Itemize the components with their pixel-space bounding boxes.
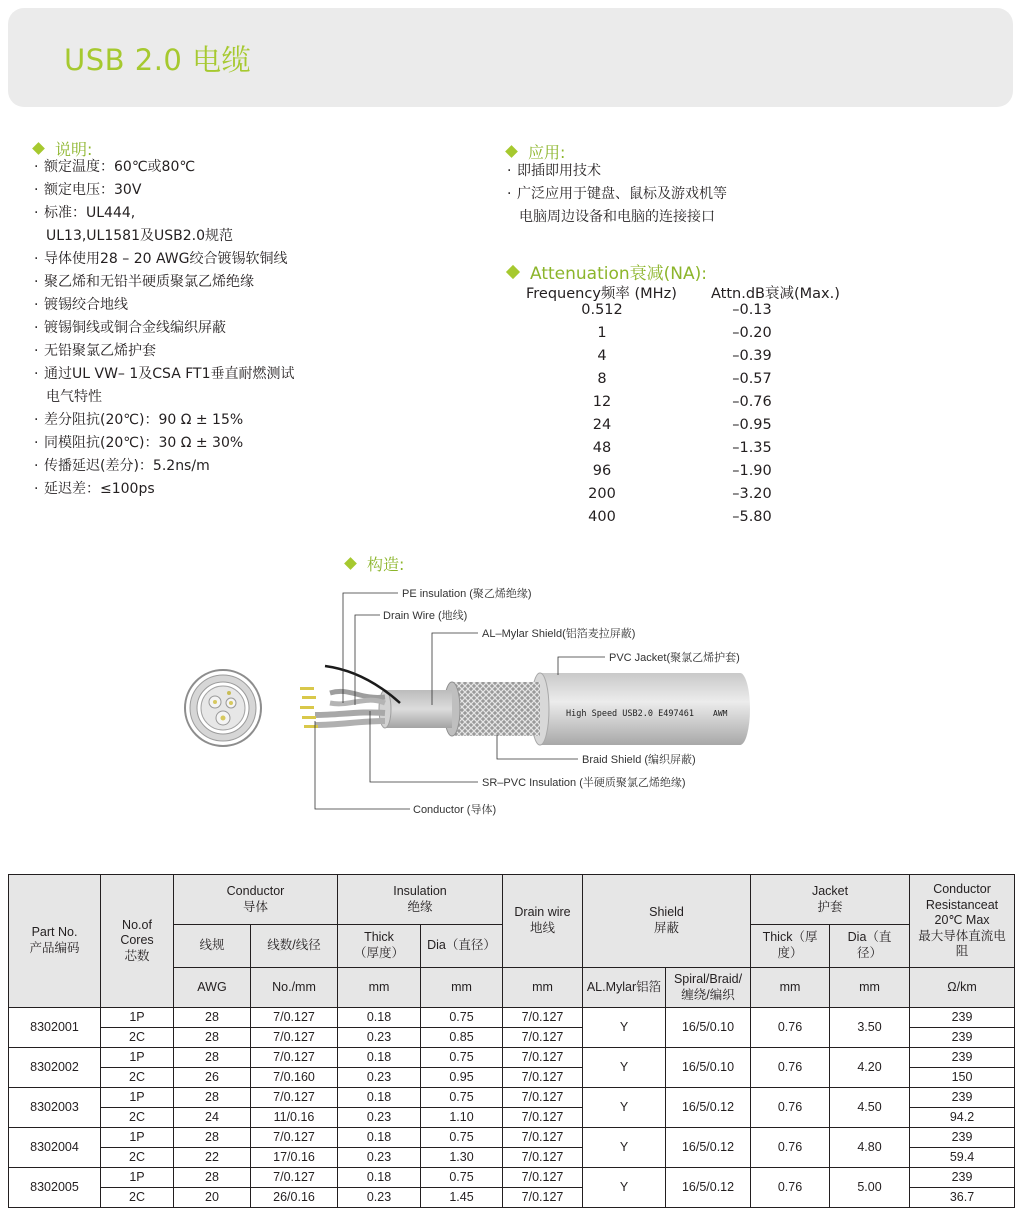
cell-jacket-thick: 0.76 — [751, 1168, 830, 1208]
description-text: 电气特性 — [46, 389, 102, 405]
description-list — [34, 156, 434, 501]
cell-cores: 1P — [101, 1128, 174, 1148]
attenuation-frequency: 4 — [597, 348, 607, 364]
jacket-print-mark: AWM — [713, 709, 728, 718]
attenuation-value: –0.20 — [732, 325, 772, 341]
attenuation-value: –0.76 — [732, 394, 772, 410]
cell-ins-dia: 0.75 — [421, 1048, 503, 1068]
cell-jacket-thick: 0.76 — [751, 1048, 830, 1088]
cell-cores: 2C — [101, 1068, 174, 1088]
cell-strand: 7/0.160 — [251, 1068, 338, 1088]
cell-drain: 7/0.127 — [503, 1068, 583, 1088]
cell-cores: 2C — [101, 1108, 174, 1128]
th-resistance: Conductor Resistanceat 20℃ Max 最大导体直流电 阻 — [910, 875, 1015, 968]
th-conductor: Conductor 导体 — [174, 875, 338, 925]
th-unit-mm: mm — [751, 968, 830, 1008]
th-jacket: Jacket 护套 — [751, 875, 910, 925]
th-cores: No.of Cores 芯数 — [101, 875, 174, 1008]
cell-ins-thick: 0.23 — [338, 1188, 421, 1208]
th-strand: 线数/线径 — [251, 925, 338, 968]
bullet-dot-icon: · — [34, 274, 39, 290]
th-unit-spiral: Spiral/Braid/ 缠绕/编织 — [666, 968, 751, 1008]
attenuation-value: –1.90 — [732, 463, 772, 479]
cell-strand: 7/0.127 — [251, 1128, 338, 1148]
attenuation-heading — [508, 259, 707, 284]
cell-awg: 28 — [174, 1008, 251, 1028]
th-gauge: 线规 — [174, 925, 251, 968]
description-text: 镀锡绞合地线 — [44, 297, 128, 313]
attenuation-value: –5.80 — [732, 509, 772, 525]
cell-jacket-thick: 0.76 — [751, 1008, 830, 1048]
attenuation-value: –3.20 — [732, 486, 772, 502]
cell-spiral-braid: 16/5/0.12 — [666, 1088, 751, 1128]
cell-cores: 2C — [101, 1028, 174, 1048]
cell-awg: 22 — [174, 1148, 251, 1168]
description-text: 传播延迟(差分)：5.2ns/m — [44, 458, 210, 474]
description-item — [34, 478, 434, 501]
cell-drain: 7/0.127 — [503, 1168, 583, 1188]
cell-drain: 7/0.127 — [503, 1188, 583, 1208]
description-text: 延迟差：≤100ps — [44, 481, 155, 497]
description-text: 差分阻抗(20℃)：90 Ω ± 15% — [44, 412, 244, 428]
label-sr-pvc: SR–PVC Insulation (半硬质聚氯乙烯绝缘) — [482, 777, 686, 789]
attenuation-frequency: 1 — [597, 325, 607, 341]
description-text: 通过UL VW– 1及CSA FT1垂直耐燃测试 — [44, 366, 295, 382]
table-row — [9, 1088, 1015, 1108]
cell-resistance: 239 — [910, 1048, 1015, 1068]
bullet-dot-icon: · — [34, 366, 39, 382]
description-item — [34, 432, 434, 455]
application-text: 即插即用技术 — [517, 163, 601, 179]
attenuation-frequency: 96 — [592, 463, 612, 479]
diamond-bullet-icon — [344, 557, 357, 570]
th-shield: Shield 屏蔽 — [583, 875, 751, 968]
attenuation-frequency: 8 — [597, 371, 607, 387]
cell-spiral-braid: 16/5/0.10 — [666, 1008, 751, 1048]
th-dia: Dia（直径） — [421, 925, 503, 968]
cell-ins-dia: 1.10 — [421, 1108, 503, 1128]
cell-awg: 28 — [174, 1168, 251, 1188]
cell-ins-thick: 0.23 — [338, 1068, 421, 1088]
bullet-dot-icon: · — [34, 205, 39, 221]
cell-jacket-dia: 5.00 — [830, 1168, 910, 1208]
cell-ins-dia: 0.75 — [421, 1008, 503, 1028]
description-item — [34, 202, 434, 248]
attenuation-col-frequency: Frequency频率 (MHz) — [526, 286, 677, 302]
bullet-dot-icon: · — [34, 251, 39, 267]
application-heading-text: 应用: — [528, 143, 566, 162]
table-row — [9, 1048, 1015, 1068]
description-text: 额定电压：30V — [44, 182, 142, 198]
description-text: 同模阻抗(20℃)：30 Ω ± 30% — [44, 435, 244, 451]
cell-strand: 7/0.127 — [251, 1088, 338, 1108]
cell-cores: 1P — [101, 1088, 174, 1108]
cell-jacket-thick: 0.76 — [751, 1088, 830, 1128]
label-drain-wire: Drain Wire (地线) — [383, 610, 468, 622]
cell-cores: 1P — [101, 1048, 174, 1068]
cell-awg: 28 — [174, 1028, 251, 1048]
cell-spiral-braid: 16/5/0.10 — [666, 1048, 751, 1088]
bullet-dot-icon: · — [507, 186, 512, 202]
cell-jacket-dia: 4.50 — [830, 1088, 910, 1128]
description-item — [34, 294, 434, 317]
cell-drain: 7/0.127 — [503, 1088, 583, 1108]
description-item — [34, 248, 434, 271]
description-item — [34, 340, 434, 363]
cell-resistance: 59.4 — [910, 1148, 1015, 1168]
description-text: 标准：UL444, — [44, 205, 136, 221]
page-title: USB 2.0 电缆 — [64, 43, 252, 77]
cell-jacket-dia: 3.50 — [830, 1008, 910, 1048]
cell-resistance: 239 — [910, 1128, 1015, 1148]
cell-resistance: 36.7 — [910, 1188, 1015, 1208]
cell-ins-thick: 0.18 — [338, 1168, 421, 1188]
application-text: 电脑周边设备和电脑的连接接口 — [519, 209, 715, 225]
th-thick: Thick （厚度） — [338, 925, 421, 968]
cell-awg: 28 — [174, 1128, 251, 1148]
cell-cores: 2C — [101, 1188, 174, 1208]
cell-strand: 26/0.16 — [251, 1188, 338, 1208]
th-drain-wire: Drain wire 地线 — [503, 875, 583, 968]
attenuation-frequency: 200 — [588, 486, 616, 502]
cell-spiral-braid: 16/5/0.12 — [666, 1128, 751, 1168]
cell-resistance: 150 — [910, 1068, 1015, 1088]
bullet-dot-icon: · — [34, 159, 39, 175]
description-text: 无铅聚氯乙烯护套 — [44, 343, 156, 359]
attenuation-frequency: 12 — [592, 394, 612, 410]
cell-strand: 11/0.16 — [251, 1108, 338, 1128]
description-item — [34, 271, 434, 294]
th-part-no: Part No. 产品编码 — [9, 875, 101, 1008]
cell-part-no: 8302001 — [9, 1008, 101, 1048]
construction-heading — [346, 552, 404, 575]
construction-heading-text: 构造: — [367, 555, 405, 574]
cell-resistance: 239 — [910, 1028, 1015, 1048]
cell-drain: 7/0.127 — [503, 1048, 583, 1068]
cell-ins-dia: 1.45 — [421, 1188, 503, 1208]
cell-part-no: 8302003 — [9, 1088, 101, 1128]
application-item — [507, 183, 727, 229]
attenuation-frequency: 48 — [592, 440, 612, 456]
bullet-dot-icon: · — [34, 435, 39, 451]
cell-jacket-dia: 4.80 — [830, 1128, 910, 1168]
cell-resistance: 94.2 — [910, 1108, 1015, 1128]
th-unit-mm: mm — [421, 968, 503, 1008]
cable-construction-diagram — [180, 575, 780, 825]
description-text: 聚乙烯和无铅半硬质聚氯乙烯绝缘 — [44, 274, 254, 290]
attenuation-value: –1.35 — [732, 440, 772, 456]
spec-table-body — [9, 1008, 1015, 1208]
cross-section-icon — [185, 670, 261, 746]
cell-ins-thick: 0.18 — [338, 1008, 421, 1028]
description-item — [34, 409, 434, 432]
label-braid-shield: Braid Shield (编织屏蔽) — [582, 754, 696, 766]
cell-ins-thick: 0.23 — [338, 1148, 421, 1168]
th-unit-mm: mm — [503, 968, 583, 1008]
cell-jacket-thick: 0.76 — [751, 1128, 830, 1168]
description-item — [34, 363, 434, 409]
cell-mylar: Y — [583, 1088, 666, 1128]
cell-ins-dia: 0.75 — [421, 1088, 503, 1108]
cell-part-no: 8302002 — [9, 1048, 101, 1088]
bullet-dot-icon: · — [34, 412, 39, 428]
cell-drain: 7/0.127 — [503, 1108, 583, 1128]
label-pe-insulation: PE insulation (聚乙烯绝缘) — [402, 588, 532, 600]
description-item — [34, 317, 434, 340]
description-item — [34, 156, 434, 179]
cell-mylar: Y — [583, 1168, 666, 1208]
cell-awg: 20 — [174, 1188, 251, 1208]
bullet-dot-icon: · — [34, 182, 39, 198]
diamond-bullet-icon — [32, 142, 45, 155]
cell-ins-thick: 0.18 — [338, 1048, 421, 1068]
cell-ins-dia: 1.30 — [421, 1148, 503, 1168]
cell-strand: 7/0.127 — [251, 1028, 338, 1048]
th-unit-mylar: AL.Mylar铝箔 — [583, 968, 666, 1008]
attenuation-value: –0.57 — [732, 371, 772, 387]
cell-ins-dia: 0.85 — [421, 1028, 503, 1048]
cell-resistance: 239 — [910, 1008, 1015, 1028]
attenuation-frequency: 24 — [592, 417, 612, 433]
cell-part-no: 8302005 — [9, 1168, 101, 1208]
th-insulation: Insulation 绝缘 — [338, 875, 503, 925]
application-item — [507, 160, 727, 183]
cell-drain: 7/0.127 — [503, 1128, 583, 1148]
cell-mylar: Y — [583, 1048, 666, 1088]
cell-awg: 28 — [174, 1088, 251, 1108]
cell-awg: 24 — [174, 1108, 251, 1128]
th-unit-ohm: Ω/km — [910, 968, 1015, 1008]
cell-strand: 7/0.127 — [251, 1048, 338, 1068]
bullet-dot-icon: · — [34, 343, 39, 359]
label-conductor: Conductor (导体) — [413, 804, 497, 816]
mylar-shape — [385, 690, 452, 728]
cell-mylar: Y — [583, 1008, 666, 1048]
cell-cores: 1P — [101, 1008, 174, 1028]
diamond-bullet-icon — [506, 265, 520, 279]
attenuation-frequency: 0.512 — [581, 302, 623, 318]
table-row — [9, 1008, 1015, 1028]
bullet-dot-icon: · — [34, 297, 39, 313]
cell-part-no: 8302004 — [9, 1128, 101, 1168]
description-item — [34, 179, 434, 202]
attenuation-col-attn: Attn.dB衰减(Max.) — [711, 286, 840, 302]
cell-ins-dia: 0.95 — [421, 1068, 503, 1088]
cell-drain: 7/0.127 — [503, 1148, 583, 1168]
description-text: 镀锡铜线或铜合金线编织屏蔽 — [44, 320, 226, 336]
th-jacket-thick: Thick（厚 度） — [751, 925, 830, 968]
cell-strand: 17/0.16 — [251, 1148, 338, 1168]
cell-ins-thick: 0.23 — [338, 1028, 421, 1048]
attenuation-value: –0.13 — [732, 302, 772, 318]
label-mylar-shield: AL–Mylar Shield(铝箔麦拉屏蔽) — [482, 628, 636, 640]
cell-ins-thick: 0.18 — [338, 1128, 421, 1148]
attenuation-value: –0.95 — [732, 417, 772, 433]
th-unit-mm: mm — [830, 968, 910, 1008]
cell-strand: 7/0.127 — [251, 1168, 338, 1188]
bullet-dot-icon: · — [507, 163, 512, 179]
application-text: 广泛应用于键盘、鼠标及游戏机等 — [517, 186, 727, 202]
braid-shape — [452, 682, 540, 736]
cell-ins-dia: 0.75 — [421, 1168, 503, 1188]
attenuation-value: –0.39 — [732, 348, 772, 364]
th-unit-no-mm: No./mm — [251, 968, 338, 1008]
attenuation-frequency: 400 — [588, 509, 616, 525]
cell-resistance: 239 — [910, 1168, 1015, 1188]
description-text: UL13,UL1581及USB2.0规范 — [46, 228, 233, 244]
description-item — [34, 455, 434, 478]
bullet-dot-icon: · — [34, 458, 39, 474]
cell-ins-thick: 0.23 — [338, 1108, 421, 1128]
cell-cores: 2C — [101, 1148, 174, 1168]
cell-ins-dia: 0.75 — [421, 1128, 503, 1148]
jacket-print-text: High Speed USB2.0 E497461 — [566, 709, 694, 719]
cell-jacket-dia: 4.20 — [830, 1048, 910, 1088]
th-unit-awg: AWG — [174, 968, 251, 1008]
cell-drain: 7/0.127 — [503, 1028, 583, 1048]
label-pvc-jacket: PVC Jacket(聚氯乙烯护套) — [609, 652, 740, 664]
spec-table — [8, 874, 1015, 1208]
th-unit-mm: mm — [338, 968, 421, 1008]
description-text: 额定温度：60℃或80℃ — [44, 159, 196, 175]
cell-awg: 28 — [174, 1048, 251, 1068]
table-row — [9, 1168, 1015, 1188]
bullet-dot-icon: · — [34, 481, 39, 497]
th-jacket-dia: Dia（直 径） — [830, 925, 910, 968]
cell-strand: 7/0.127 — [251, 1008, 338, 1028]
cell-awg: 26 — [174, 1068, 251, 1088]
cell-drain: 7/0.127 — [503, 1008, 583, 1028]
bullet-dot-icon: · — [34, 320, 39, 336]
cell-cores: 1P — [101, 1168, 174, 1188]
cell-spiral-braid: 16/5/0.12 — [666, 1168, 751, 1208]
description-text: 导体使用28 – 20 AWG绞合镀锡软铜线 — [44, 251, 288, 267]
cell-ins-thick: 0.18 — [338, 1088, 421, 1108]
table-row — [9, 1128, 1015, 1148]
cell-resistance: 239 — [910, 1088, 1015, 1108]
application-list — [507, 160, 727, 229]
cell-mylar: Y — [583, 1128, 666, 1168]
attenuation-heading-text: Attenuation衰减(NA): — [530, 264, 707, 284]
diamond-bullet-icon — [505, 145, 518, 158]
description-heading-text: 说明: — [55, 140, 93, 159]
